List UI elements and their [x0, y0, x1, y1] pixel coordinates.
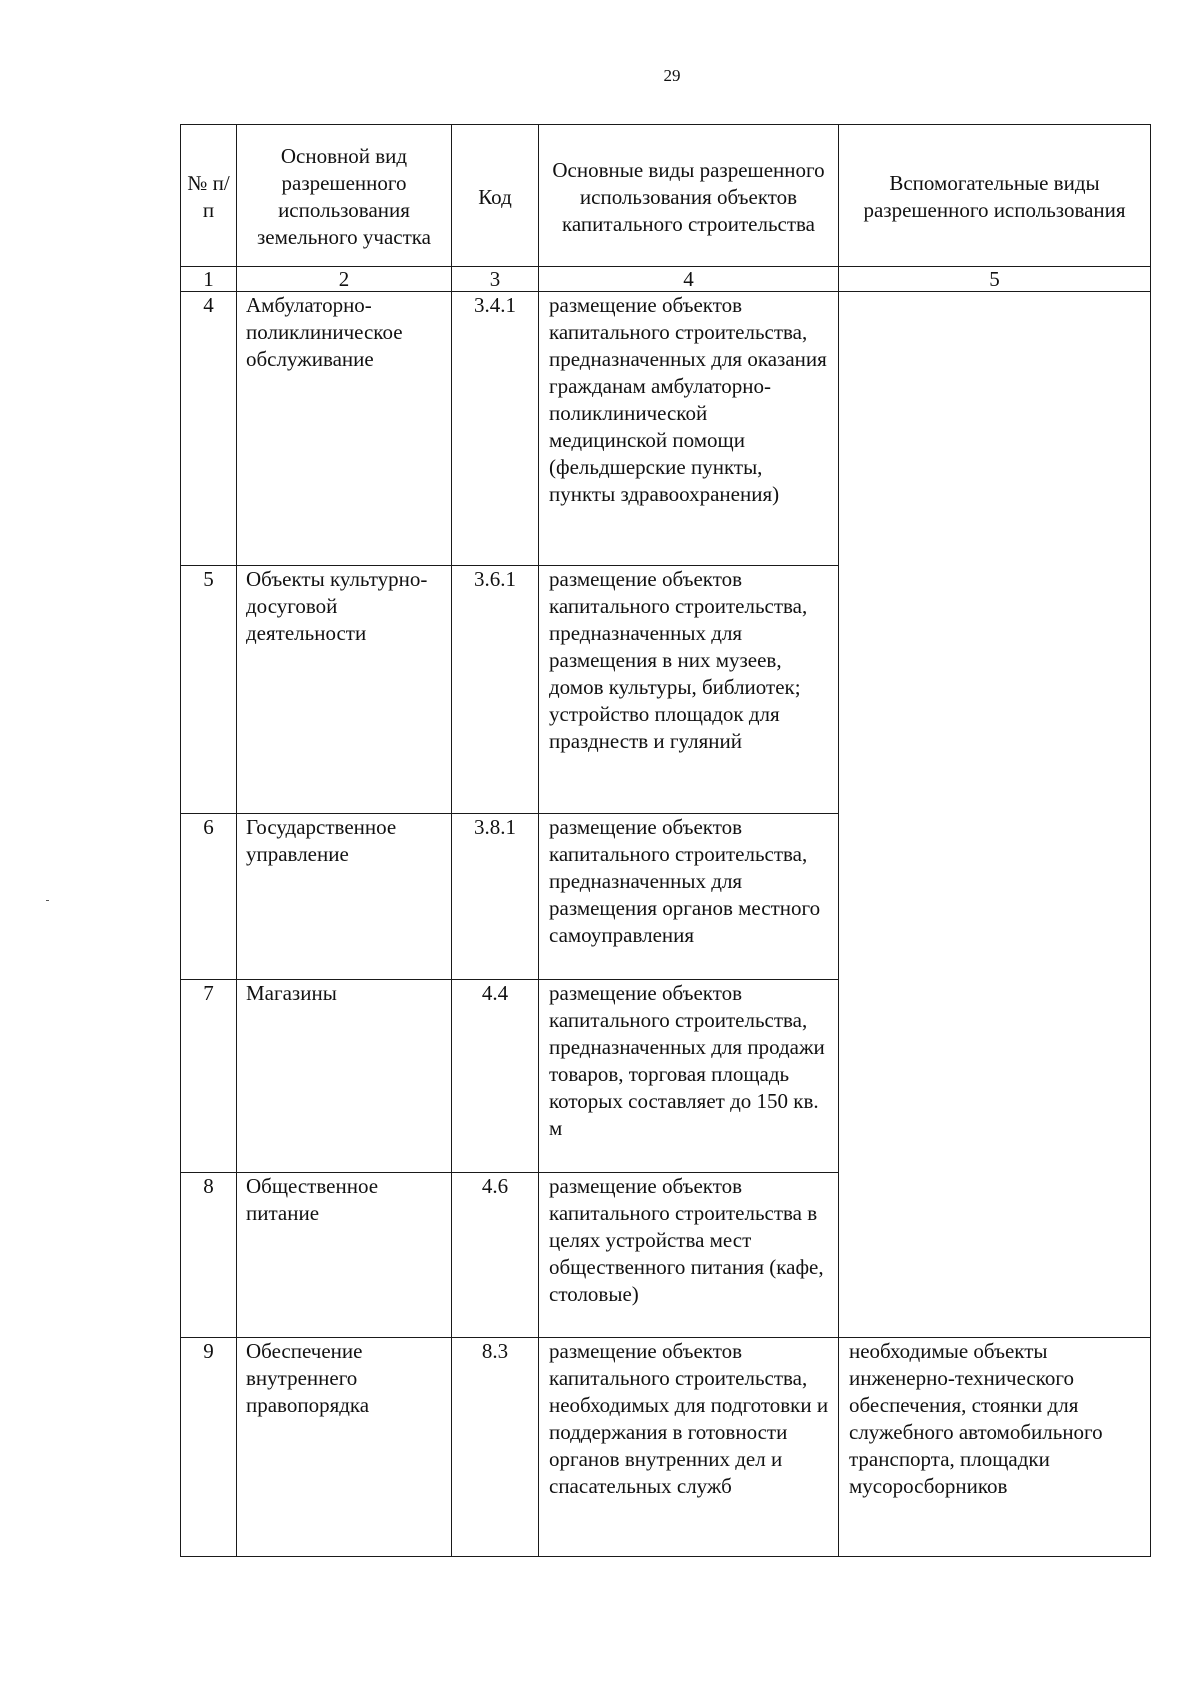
- land-use-cell: Объекты культурно-досуговой деятельности: [237, 566, 452, 814]
- main-uses-cell: размещение объектов капитального строительства в целях устройства мест общественного питания (кафе, столовые): [539, 1173, 839, 1338]
- column-number: 4: [539, 267, 839, 292]
- land-use-cell: Амбулаторно-поликлиническое обслуживание: [237, 292, 452, 566]
- column-number-row: [181, 267, 1151, 292]
- table-row: [181, 1338, 1151, 1557]
- header-main-uses: Основные виды разрешенного использования объектов капитального строительства: [539, 125, 839, 267]
- code-cell: 3.4.1: [452, 292, 539, 566]
- page-number: 29: [663, 66, 681, 85]
- land-use-cell: Общественное питание: [237, 1173, 452, 1338]
- row-number: 5: [181, 566, 237, 814]
- code-cell: 4.6: [452, 1173, 539, 1338]
- table-row: [181, 292, 1151, 566]
- land-use-table: [180, 124, 1151, 1557]
- code-cell: 3.8.1: [452, 814, 539, 980]
- header-land-use: Основной вид разрешенного использования земельного участка: [237, 125, 452, 267]
- code-cell: 4.4: [452, 980, 539, 1173]
- main-uses-cell: размещение объектов капитального строительства, предназначенных для размещения органов местного самоуправления: [539, 814, 839, 980]
- header-aux-uses: Вспомогательные виды разрешенного использования: [839, 125, 1151, 267]
- header-row: [181, 125, 1151, 267]
- main-uses-cell: размещение объектов капитального строительства, предназначенных для продажи товаров, торговая площадь которых составляет до 150 кв. м: [539, 980, 839, 1173]
- scan-speck: [46, 900, 49, 901]
- row-number: 7: [181, 980, 237, 1173]
- row-number: 9: [181, 1338, 237, 1557]
- header-number: № п/п: [181, 125, 237, 267]
- aux-uses-cell-empty: [839, 292, 1151, 1338]
- row-number: 6: [181, 814, 237, 980]
- aux-uses-cell: необходимые объекты инженерно-технического обеспечения, стоянки для служебного автомобильного транспорта, площадки мусоросборников: [839, 1338, 1151, 1557]
- main-uses-cell: размещение объектов капитального строительства, предназначенных для размещения в них музеев, домов культуры, библиотек; устройство площадок для празднеств и гуляний: [539, 566, 839, 814]
- column-number: 2: [237, 267, 452, 292]
- column-number: 5: [839, 267, 1151, 292]
- header-code: Код: [452, 125, 539, 267]
- code-cell: 8.3: [452, 1338, 539, 1557]
- land-use-cell: Государственное управление: [237, 814, 452, 980]
- row-number: 4: [181, 292, 237, 566]
- row-number: 8: [181, 1173, 237, 1338]
- land-use-cell: Обеспечение внутреннего правопорядка: [237, 1338, 452, 1557]
- column-number: 3: [452, 267, 539, 292]
- land-use-cell: Магазины: [237, 980, 452, 1173]
- main-uses-cell: размещение объектов капитального строительства, предназначенных для оказания гражданам амбулаторно-поликлинической медицинской помощи (фельдшерские пункты, пункты здравоохранения): [539, 292, 839, 566]
- main-uses-cell: размещение объектов капитального строительства, необходимых для подготовки и поддержания в готовности органов внутренних дел и спасательных служб: [539, 1338, 839, 1557]
- code-cell: 3.6.1: [452, 566, 539, 814]
- column-number: 1: [181, 267, 237, 292]
